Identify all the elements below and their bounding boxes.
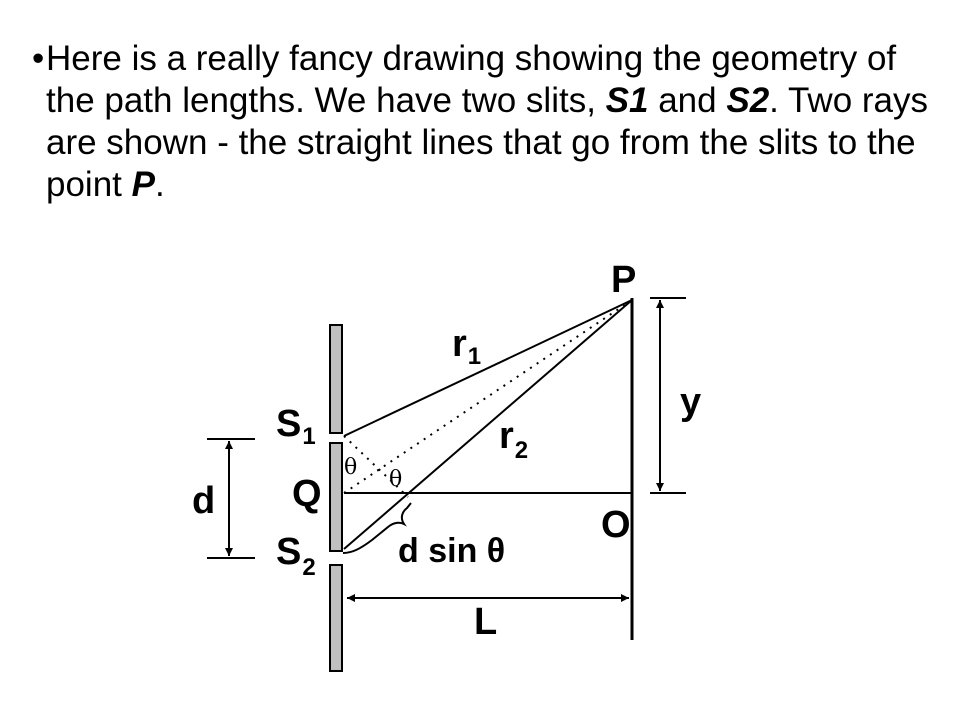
label-s1: $S_1$ bbox=[276, 403, 316, 450]
label-l: L bbox=[474, 601, 498, 643]
label-y: y bbox=[680, 381, 702, 423]
slit-s1-ref: S1 bbox=[605, 81, 649, 120]
label-d-sin-theta: d sin θ bbox=[398, 532, 506, 570]
label-s2: $S_2$ bbox=[276, 531, 316, 581]
theta-angle-left: θ bbox=[344, 455, 358, 480]
barrier-top bbox=[330, 325, 342, 433]
label-d: d bbox=[192, 480, 216, 522]
label-r2: $r_2$ bbox=[499, 415, 529, 464]
label-r1: $r_1$ bbox=[452, 323, 482, 370]
label-q: Q bbox=[292, 473, 322, 515]
bullet-glyph: • bbox=[32, 39, 45, 78]
paragraph-text-4: . bbox=[154, 165, 165, 204]
paragraph-text-2: and bbox=[648, 81, 727, 120]
label-p: P bbox=[611, 259, 637, 301]
barrier-middle bbox=[330, 443, 342, 551]
theta-angle-right: θ bbox=[389, 467, 403, 492]
paragraph-text-3: . Two rays are shown - the straight lines that go from the slits to the point bbox=[46, 81, 929, 204]
barrier-bottom bbox=[330, 565, 342, 671]
central-ray-dotted bbox=[344, 300, 632, 493]
point-p-ref: P bbox=[131, 165, 155, 204]
ray-r1 bbox=[344, 300, 632, 436]
slit-s2-ref: S2 bbox=[726, 81, 770, 120]
paragraph-text-1: Here is a really fancy drawing showing the geometry of the path lengths. We have two slits, bbox=[46, 39, 897, 120]
label-o: O bbox=[601, 504, 631, 546]
ray-r2 bbox=[344, 300, 632, 549]
